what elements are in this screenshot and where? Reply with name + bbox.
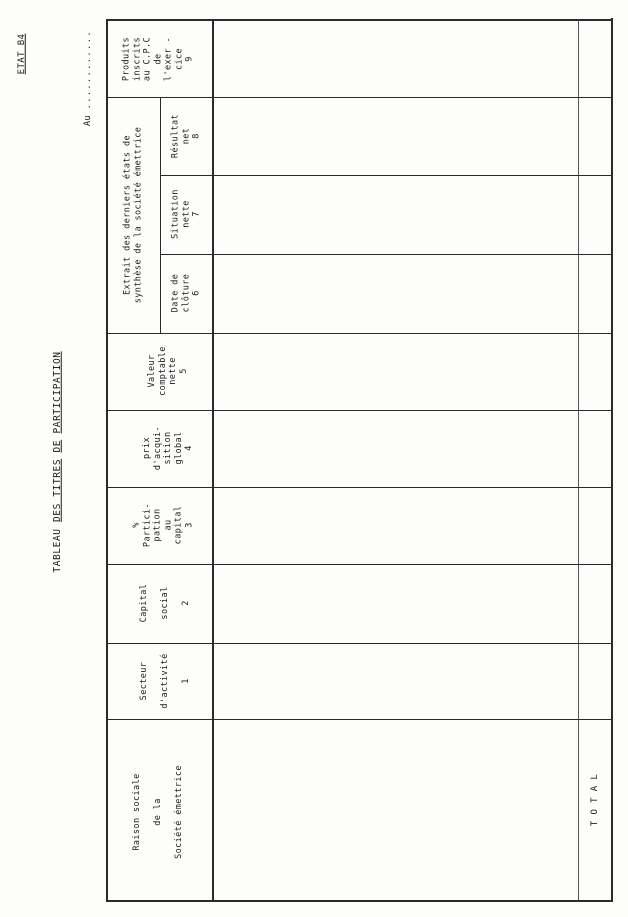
- col-sep-7-6: [160, 254, 612, 255]
- total-label: T O T A L: [589, 773, 600, 827]
- col-sep-3-2: [106, 564, 612, 565]
- header-separator: [212, 20, 214, 900]
- header-group-extrait: Extrait des derniers états de synthèse de la société émettrice: [122, 126, 143, 304]
- header-situation: Situation nette 7: [170, 189, 202, 239]
- form-code-text: ETAT B4: [16, 33, 27, 75]
- date-field: [83, 30, 94, 126]
- date-label: Au: [82, 114, 93, 126]
- form-code: [17, 34, 28, 75]
- title-mid: DE: [51, 439, 63, 453]
- table-border-top: [106, 19, 612, 21]
- group-header-divider: [160, 97, 161, 333]
- col-sep-9-8: [106, 97, 612, 98]
- header-raison-sociale: Raison sociale de la Société émettrice: [131, 765, 184, 859]
- page-title: [53, 351, 64, 572]
- table-border-bottom: [106, 900, 612, 902]
- title-underlined-2: PARTICIPATION: [51, 351, 63, 434]
- header-participation: % Partici- pation au capital 3: [131, 502, 194, 548]
- header-date-cloture: Date de clôture 6: [170, 273, 202, 313]
- table-border-right: [611, 18, 613, 902]
- header-produits: Produits inscrits au C.P.C de l'exer - cice 9: [121, 36, 195, 82]
- date-value: ............: [82, 30, 93, 110]
- header-prix: prix d'acqui- sition global 4: [141, 425, 194, 471]
- header-valeur: Valeur comptable nette 5: [147, 346, 189, 396]
- title-underlined-1: DES TITRES: [51, 458, 63, 523]
- header-capital: Capital social 2: [138, 583, 191, 623]
- col-sep-6-5: [106, 333, 612, 334]
- total-separator: [578, 20, 579, 900]
- header-secteur: Secteur d'activité 1: [138, 653, 191, 709]
- col-sep-2-1: [106, 643, 612, 644]
- col-sep-1-raison: [106, 719, 612, 720]
- col-sep-5-4: [106, 410, 612, 411]
- col-sep-8-7: [160, 175, 612, 176]
- title-prefix: TABLEAU: [51, 528, 63, 573]
- col-sep-4-3: [106, 487, 612, 488]
- header-resultat: Résultat net 8: [170, 113, 202, 159]
- table-border-left: [106, 20, 108, 902]
